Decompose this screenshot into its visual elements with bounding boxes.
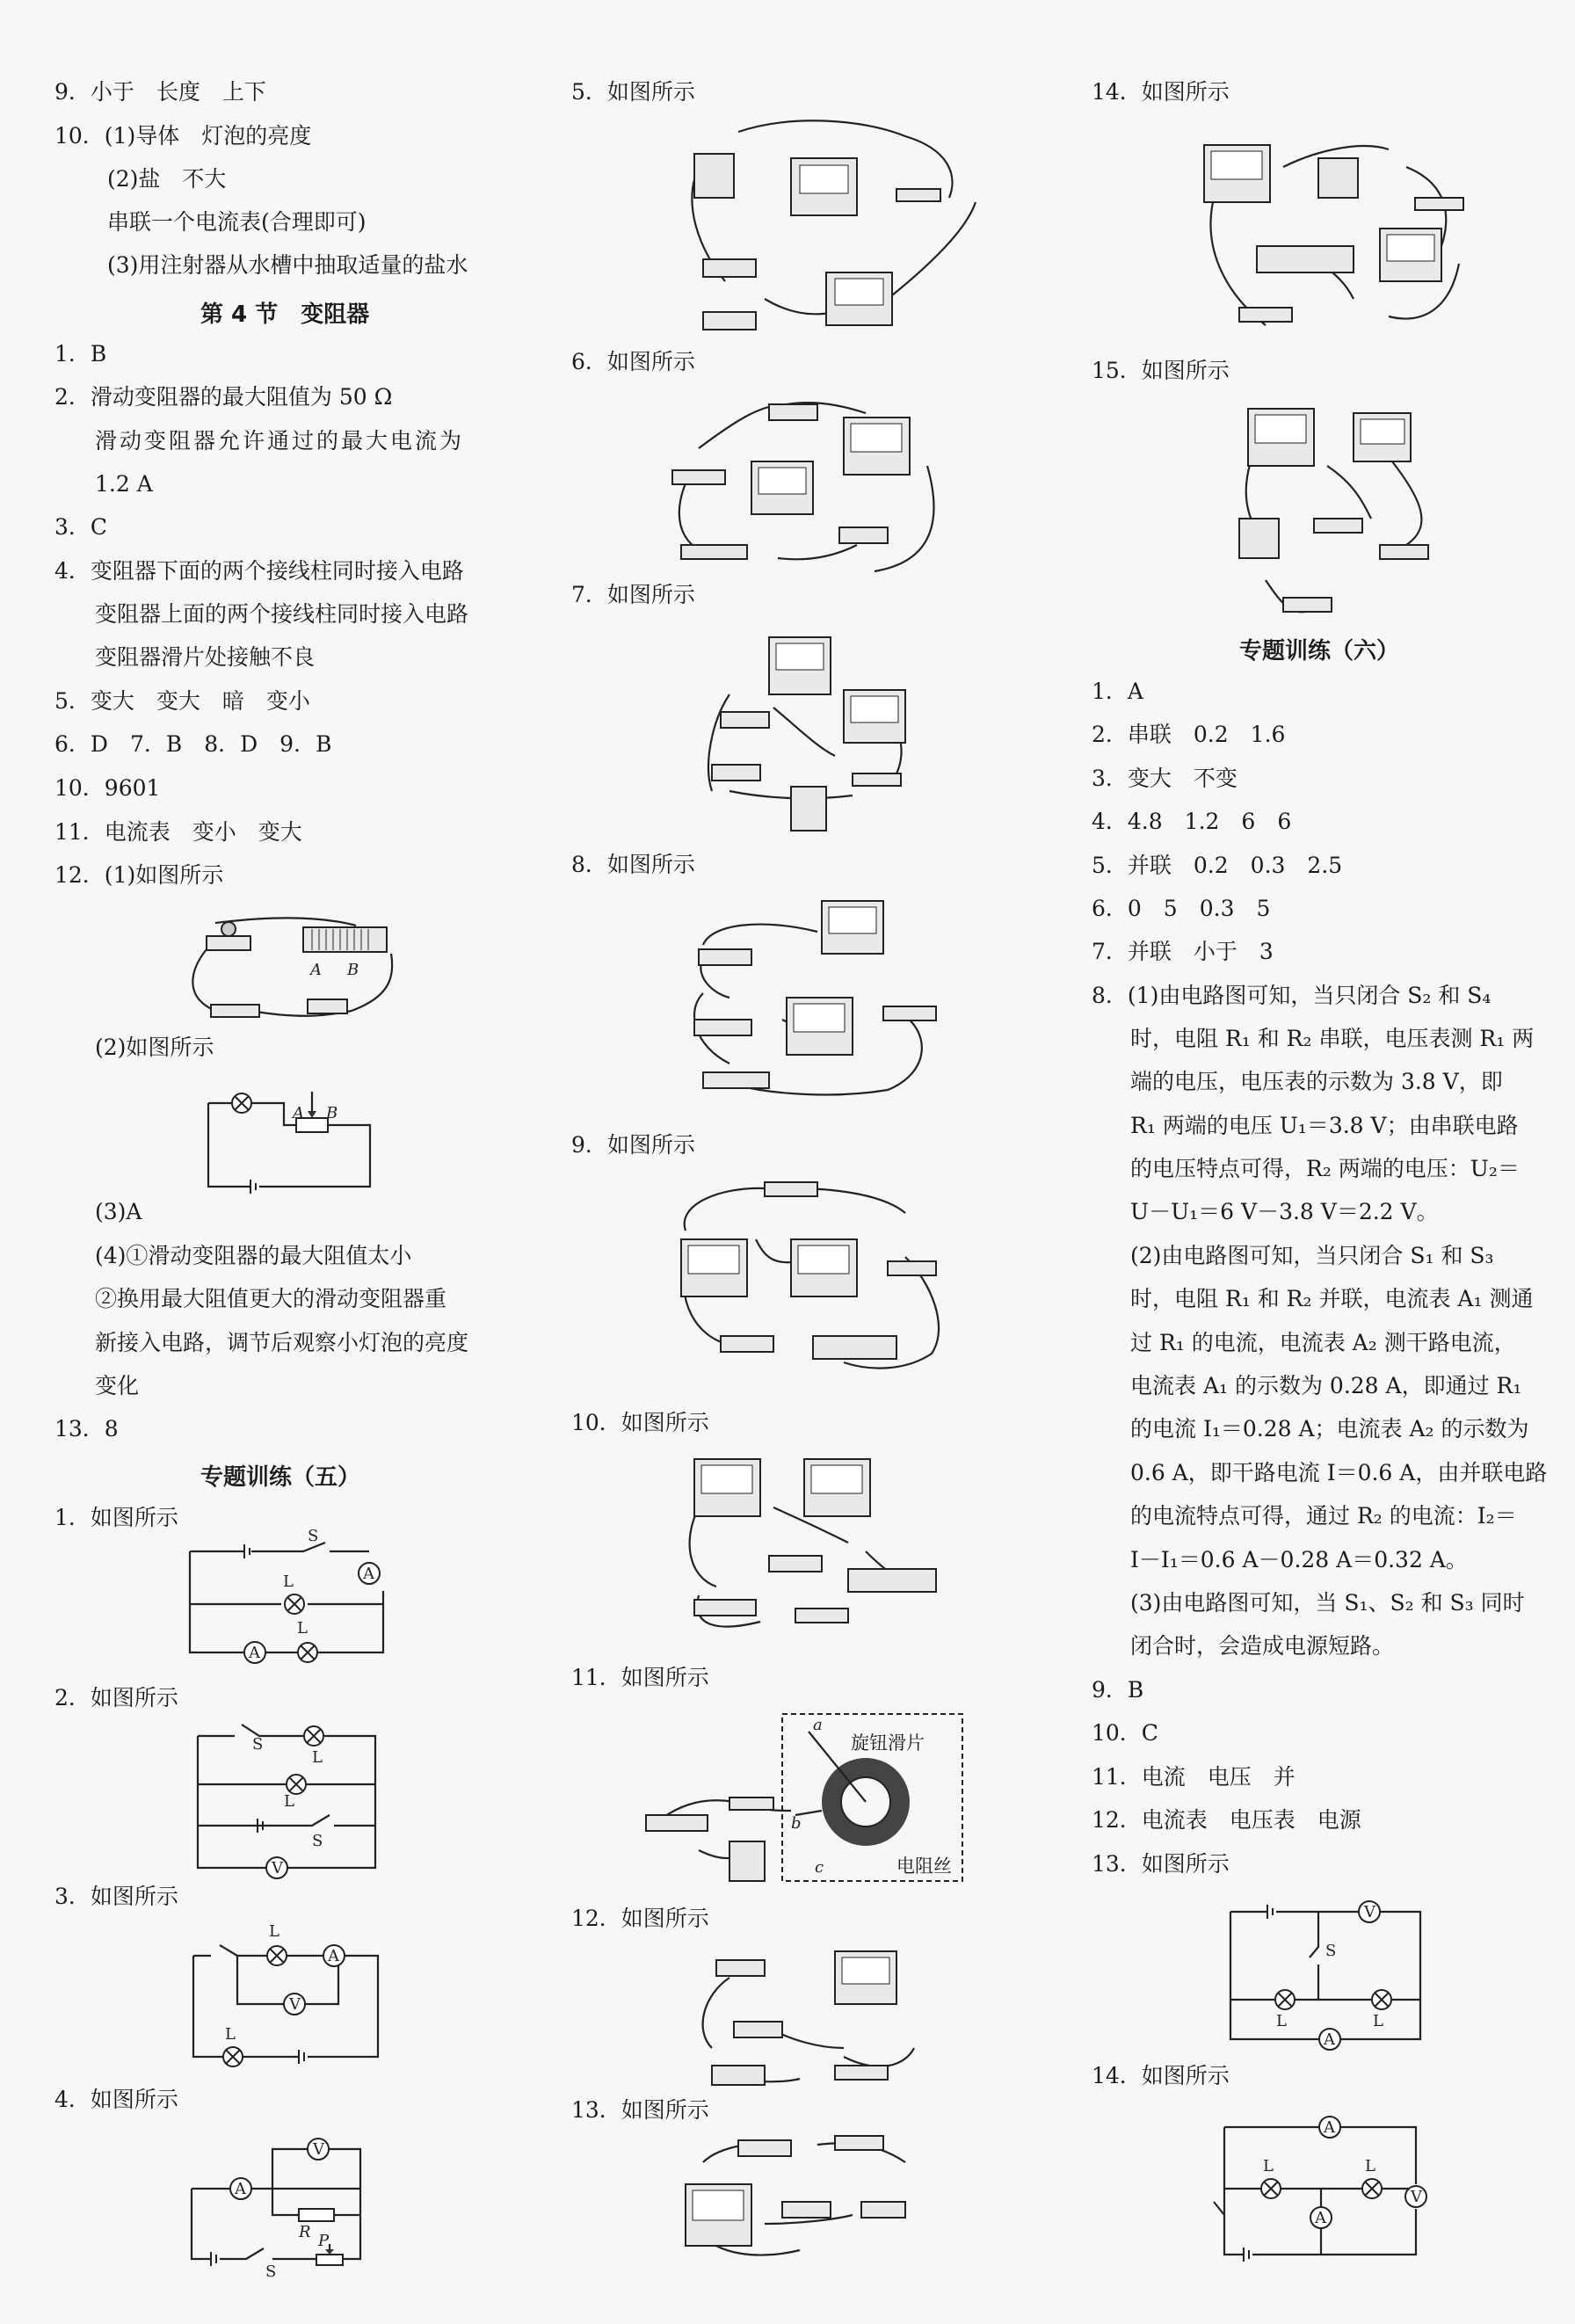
svg-text:L: L — [1263, 2157, 1274, 2175]
svg-text:A: A — [328, 1947, 339, 1965]
answer-line: 6．D 7．B 8．D 9．B — [54, 731, 332, 757]
answer-line: 新接入电路，调节后观察小灯泡的亮度 — [95, 1330, 469, 1355]
answer-line: 12．电流表 电压表 电源 — [1092, 1807, 1361, 1833]
answer-line: 电流表 A₁ 的示数为 0.28 A，即通过 R₁ — [1130, 1373, 1522, 1398]
answer-line: 时，电阻 R₁ 和 R₂ 串联，电压表测 R₁ 两 — [1130, 1026, 1535, 1051]
answer-line: 10．9601 — [54, 775, 161, 801]
answer-line: 闭合时，会造成电源短路。 — [1130, 1633, 1395, 1659]
physical-circuit-figure — [1187, 132, 1468, 343]
answer-line: 1．A — [1092, 679, 1143, 704]
svg-text:V: V — [1411, 2188, 1422, 2206]
svg-text:V: V — [272, 1859, 283, 1877]
svg-text:S: S — [1325, 1942, 1337, 1960]
answer-line: 11．电流表 变小 变大 — [54, 819, 302, 845]
physical-circuit-figure — [668, 1178, 958, 1389]
svg-text:B: B — [347, 961, 359, 979]
svg-text:R: R — [299, 2223, 311, 2241]
svg-text:A: A — [249, 1644, 260, 1662]
svg-text:S: S — [308, 1527, 319, 1545]
answer-line: (3)由电路图可知，当 S₁、S₂ 和 S₃ 同时 — [1130, 1590, 1525, 1616]
section-heading: 专题训练（五） — [200, 1464, 361, 1491]
answer-line: 10．(1)导体 灯泡的亮度 — [54, 123, 312, 149]
answer-line: 2．滑动变阻器的最大阻值为 50 Ω — [54, 384, 393, 410]
answer-line: 4．4.8 1.2 6 6 — [1092, 809, 1292, 834]
answer-line: 14．如图所示 — [1092, 79, 1230, 105]
physical-circuit-figure — [672, 1455, 954, 1635]
answer-line: 端的电压，电压表的示数为 3.8 V，即 — [1130, 1069, 1503, 1094]
answer-line: 的电压特点可得，R₂ 两端的电压：U₂＝ — [1130, 1156, 1520, 1181]
answer-line: 3．如图所示 — [54, 1884, 178, 1909]
answer-line: 9．小于 长度 上下 — [54, 79, 266, 105]
answer-line: 5．并联 0.2 0.3 2.5 — [1092, 853, 1343, 878]
answer-line: 7．如图所示 — [571, 582, 695, 607]
physical-circuit-figure — [694, 633, 923, 844]
answer-line: (4)①滑动变阻器的最大阻值太小 — [95, 1243, 412, 1268]
answer-line: 14．如图所示 — [1092, 2063, 1230, 2088]
answer-line: 13．如图所示 — [1092, 1851, 1230, 1877]
answer-line: 13．8 — [54, 1416, 119, 1442]
answer-line: 7．并联 小于 3 — [1092, 939, 1274, 964]
svg-text:L: L — [269, 1922, 279, 1941]
svg-text:A: A — [1324, 2030, 1335, 2049]
section-heading: 专题训练（六） — [1239, 638, 1400, 665]
answer-line: (3)A — [95, 1199, 142, 1224]
resistance-wire-label: 电阻丝 — [896, 1856, 952, 1877]
answer-line: 2．串联 0.2 1.6 — [1092, 722, 1286, 747]
answer-line: (2)如图所示 — [95, 1035, 214, 1060]
answer-line: 11．电流 电压 并 — [1092, 1764, 1296, 1790]
answer-line: 滑动变阻器允许通过的最大电流为 — [95, 428, 465, 454]
svg-text:b: b — [791, 1814, 802, 1833]
answer-line: 5．变大 变大 暗 变小 — [54, 688, 310, 714]
svg-text:V: V — [289, 1995, 301, 2014]
svg-text:A: A — [235, 2180, 246, 2198]
physical-circuit-figure — [664, 387, 954, 571]
physical-circuit-figure — [686, 123, 976, 334]
answer-line: 1．如图所示 — [54, 1505, 178, 1530]
answer-line: 15．如图所示 — [1092, 358, 1230, 383]
answer-line: 3．C — [54, 514, 108, 540]
answer-line: R₁ 两端的电压 U₁＝3.8 V；由串联电路 — [1130, 1113, 1519, 1138]
svg-text:L: L — [284, 1792, 294, 1811]
answer-line: 变阻器上面的两个接线柱同时接入电路 — [95, 601, 469, 627]
answer-line: 的电流 I₁＝0.28 A；电流表 A₂ 的示数为 — [1130, 1416, 1529, 1442]
answer-line: ②换用最大阻值更大的滑动变阻器重 — [95, 1286, 447, 1311]
answer-line: 5．如图所示 — [571, 79, 695, 105]
svg-text:V: V — [313, 2140, 324, 2159]
physical-circuit-figure — [1230, 404, 1459, 624]
answer-line: 13．如图所示 — [571, 2097, 709, 2123]
section-heading: 第 4 节 变阻器 — [200, 301, 370, 328]
answer-line: 2．如图所示 — [54, 1685, 178, 1710]
answer-line: U－U₁＝6 V－3.8 V＝2.2 V。 — [1130, 1199, 1439, 1224]
answer-line: (3)用注射器从水槽中抽取适量的盐水 — [107, 252, 468, 278]
svg-text:L: L — [297, 1619, 308, 1638]
knob-slider-label: 旋钮滑片 — [851, 1732, 925, 1754]
circuit-diagram — [185, 2123, 387, 2281]
svg-text:S: S — [265, 2262, 277, 2281]
answer-line: 4．如图所示 — [54, 2087, 178, 2112]
answer-line: 串联一个电流表(合理即可) — [107, 209, 367, 235]
svg-text:c: c — [815, 1858, 824, 1877]
circuit-diagram — [198, 1072, 382, 1195]
answer-line: 8．如图所示 — [571, 852, 695, 877]
circuit-diagram — [1222, 1894, 1433, 2048]
svg-text:S: S — [312, 1832, 323, 1850]
answer-line: (2)由电路图可知，当只闭合 S₁ 和 S₃ — [1130, 1243, 1494, 1268]
answer-line: 10．C — [1092, 1720, 1158, 1746]
answer-line: 3．变大 不变 — [1092, 766, 1238, 791]
svg-text:L: L — [225, 2025, 236, 2044]
answer-line: I－I₁＝0.6 A－0.28 A＝0.32 A。 — [1130, 1547, 1468, 1572]
answer-line: 0.6 A，即干路电流 I＝0.6 A，由并联电路 — [1130, 1460, 1548, 1485]
answer-line: 变化 — [95, 1373, 140, 1398]
answer-line: 的电流特点可得，通过 R₂ 的电流：I₂＝ — [1130, 1503, 1517, 1529]
svg-text:L: L — [312, 1748, 323, 1767]
answer-line: 11．如图所示 — [571, 1665, 709, 1690]
svg-text:V: V — [1364, 1903, 1375, 1921]
svg-text:A: A — [310, 961, 322, 979]
circuit-diagram — [185, 1527, 396, 1662]
circuit-diagram — [185, 1921, 387, 2061]
circuit-diagram — [189, 1723, 382, 1877]
svg-text:A: A — [1324, 2118, 1335, 2137]
answer-line: 1.2 A — [95, 471, 153, 497]
svg-text:L: L — [1373, 2012, 1383, 2030]
svg-text:L: L — [1276, 2012, 1287, 2030]
answer-line: 8．(1)由电路图可知，当只闭合 S₂ 和 S₄ — [1092, 983, 1492, 1008]
answer-line: 9．B — [1092, 1677, 1144, 1703]
answer-line: 10．如图所示 — [571, 1410, 709, 1435]
answer-line: 6．0 5 0.3 5 — [1092, 896, 1271, 921]
answer-line: 9．如图所示 — [571, 1132, 695, 1158]
circuit-diagram — [1217, 2114, 1428, 2259]
svg-text:A: A — [1315, 2209, 1326, 2227]
answer-line: 4．变阻器下面的两个接线柱同时接入电路 — [54, 558, 464, 584]
answer-line: 6．如图所示 — [571, 349, 695, 374]
physical-circuit-figure — [180, 901, 409, 1024]
svg-text:A: A — [293, 1104, 304, 1122]
answer-line: (2)盐 不大 — [107, 166, 227, 192]
answer-line: 时，电阻 R₁ 和 R₂ 并联，电流表 A₁ 测通 — [1130, 1286, 1534, 1311]
svg-text:a: a — [813, 1716, 823, 1734]
physical-circuit-figure — [677, 2127, 940, 2277]
svg-text:P: P — [318, 2232, 330, 2250]
answer-line: 过 R₁ 的电流，电流表 A₂ 测干路电流， — [1130, 1330, 1516, 1355]
svg-text:L: L — [1365, 2157, 1375, 2175]
answer-line: 12．(1)如图所示 — [54, 862, 224, 888]
svg-text:S: S — [252, 1735, 264, 1754]
svg-text:A: A — [363, 1565, 374, 1583]
physical-circuit-figure — [694, 1943, 923, 2092]
physical-circuit-figure — [677, 897, 949, 1108]
answer-line: 变阻器滑片处接触不良 — [95, 644, 316, 670]
answer-line: 1．B — [54, 341, 107, 367]
answer-line: 12．如图所示 — [571, 1906, 709, 1931]
svg-text:B: B — [326, 1104, 338, 1122]
svg-text:L: L — [283, 1572, 294, 1591]
